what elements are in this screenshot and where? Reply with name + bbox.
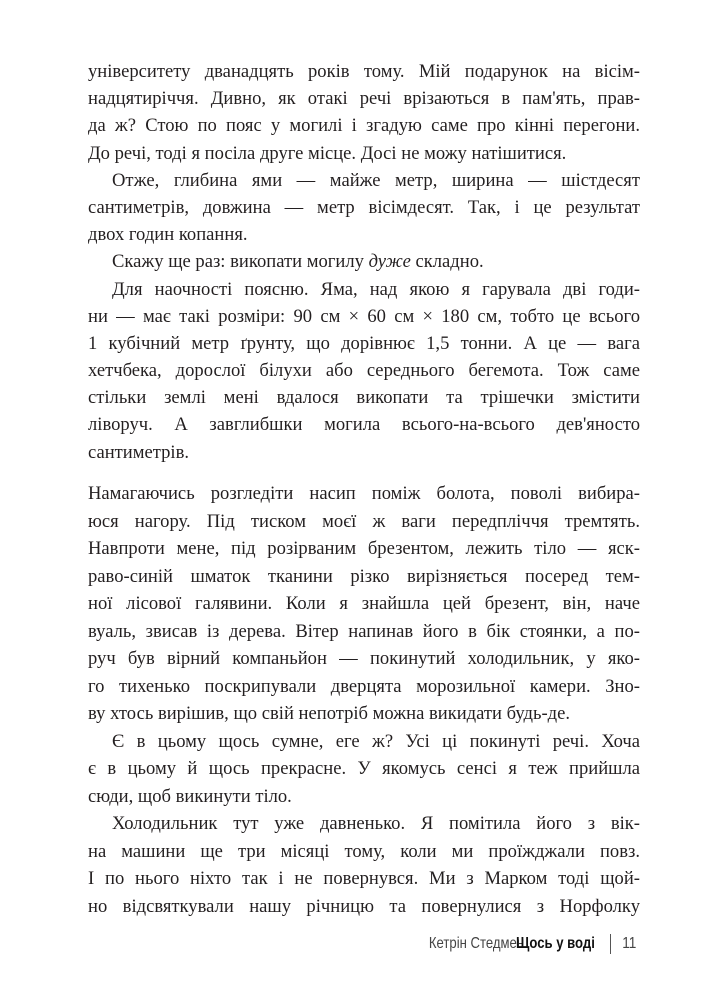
text-line — [88, 645, 640, 673]
text-section-1 — [88, 58, 640, 466]
text-line — [88, 700, 640, 728]
text-run: І по нього ніхто так і не повернувся. Ми з Марком тоді щой- — [88, 868, 640, 889]
footer-divider — [610, 934, 611, 954]
text-run: надцятиріччя. Дивно, як отакі речі врізаються в пам'ять, прав- — [88, 88, 640, 110]
text-line — [88, 728, 640, 756]
text-run: Для наочності поясню. Яма, над якою я гарувала дві годи- — [112, 278, 640, 300]
text-run: хетчбека, дорослої білухи або середнього бегемота. Тож саме — [88, 360, 640, 382]
text-line — [88, 783, 640, 811]
text-run: на машини ще три місяці тому, коли ми проїжджали повз. — [88, 840, 640, 862]
text-line — [88, 357, 640, 384]
text-run: стільки землі мені вдалося викопати та трішечки змістити — [88, 387, 640, 409]
text-run: юся нагору. Під тиском моєї ж ваги передпліччя тремтять. — [88, 510, 640, 532]
text-line — [88, 618, 640, 646]
text-line — [88, 248, 640, 275]
text-line — [88, 508, 640, 536]
text-line — [88, 384, 640, 411]
text-run: вуаль, звисав із дерева. Вітер напинав його в бік стоянки, а по- — [88, 620, 640, 642]
text-run: сантиметрів, довжина — метр вісімдесят. Так, і це результат — [88, 196, 640, 218]
text-line — [88, 755, 640, 783]
text-line — [88, 590, 640, 618]
text-run: Є в цьому щось сумне, еге ж? Усі ці покинуті речі. Хоча — [112, 730, 640, 752]
text-line — [88, 563, 640, 591]
text-run: но відсвяткували нашу річницю та повернулися з Норфолку — [88, 895, 640, 917]
text-run: двох годин копання. — [88, 224, 248, 246]
text-run: Холодильник тут уже давненько. Я помітила його з вік- — [112, 813, 640, 834]
text-run: го тихенько поскрипували дверцята морозильної камери. Зно- — [88, 675, 640, 697]
text-line — [88, 85, 640, 112]
text-line — [88, 303, 640, 330]
text-line — [88, 673, 640, 701]
text-line — [88, 865, 640, 893]
text-run: сюди, щоб викинути тіло. — [88, 785, 292, 807]
footer-book-title: Щось у воді — [516, 935, 596, 952]
text-line — [88, 330, 640, 357]
text-run: Отже, глибина ями — майже метр, ширина — шістдесят — [112, 169, 640, 191]
text-run: ни — має такі розміри: 90 см × 60 см × 180 см, тобто це всього — [88, 305, 640, 327]
footer-author: Кетрін Стедмен — [429, 935, 525, 952]
text-line — [88, 810, 640, 838]
text-run: є в цьому й щось прекрасне. У якомусь сенсі я теж прийшла — [88, 758, 640, 779]
text-line — [88, 194, 640, 221]
text-line — [88, 838, 640, 866]
text-run: руч був вірний компаньйон — покинутий холодильник, у яко- — [88, 648, 640, 669]
text-run: сантиметрів. — [88, 441, 190, 463]
text-line — [88, 221, 640, 248]
text-line — [88, 112, 640, 139]
text-run: університету дванадцять років тому. Мій подарунок на вісім- — [88, 61, 640, 82]
text-run: складно. — [410, 251, 484, 273]
text-run: раво-синій шматок тканини різко вирізняється посеред тем- — [88, 565, 640, 587]
text-section-2 — [88, 480, 640, 920]
text-line — [88, 439, 640, 466]
text-run: ліворуч. А завглибшки могила всього-на-всього дев'яносто — [88, 414, 640, 436]
running-footer — [408, 934, 638, 954]
text-line — [88, 893, 640, 921]
text-line — [88, 411, 640, 438]
text-run: да ж? Стою по пояс у могилі і згадую саме про кінні перегони. — [88, 115, 640, 137]
text-line — [88, 276, 640, 303]
text-line — [88, 167, 640, 194]
text-run: Намагаючись розгледіти насип поміж болота, поволі вибира- — [88, 483, 640, 504]
emphasized-text: дуже — [368, 251, 411, 273]
page-number: 11 — [622, 935, 637, 952]
text-line — [88, 140, 640, 167]
text-line — [88, 58, 640, 85]
text-run: 1 кубічний метр ґрунту, що дорівнює 1,5 тонни. А це — вага — [88, 332, 640, 354]
text-run: Скажу ще раз: викопати могилу — [112, 251, 369, 273]
text-line — [88, 535, 640, 563]
text-run: До речі, тоді я посіла друге місце. Досі не можу натішитися. — [88, 142, 567, 164]
text-run: Навпроти мене, під розірваним брезентом, лежить тіло — яск- — [88, 538, 640, 559]
text-run: ної лісової галявини. Коли я знайшла цей брезент, він, наче — [88, 593, 640, 614]
text-line — [88, 480, 640, 508]
text-run: ву хтось вирішив, що свій непотріб можна викидати будь-де. — [88, 703, 571, 724]
